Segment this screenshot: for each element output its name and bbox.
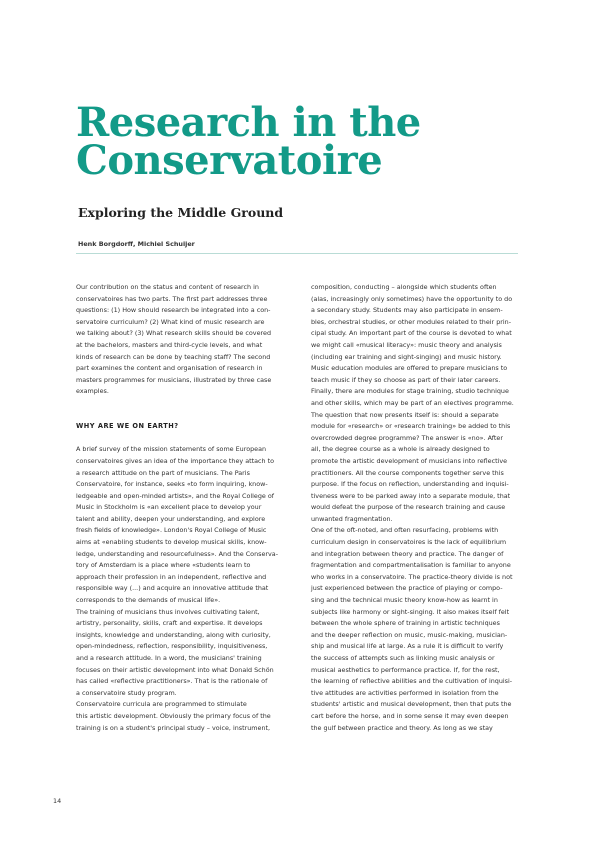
text-line: approach their profession in an independent, reflective and: [76, 572, 267, 581]
text-line: and integration between theory and practice. The danger of: [311, 549, 504, 558]
text-line: and other skills, which may be part of an electives programme.: [311, 398, 514, 407]
paragraph-gap: [76, 398, 288, 410]
text-line: a conservatoire study program.: [76, 688, 177, 697]
article-subtitle: Exploring the Middle Ground: [78, 205, 284, 220]
section-heading: WHY ARE WE ON EARTH?: [76, 422, 179, 431]
text-line: ledge, understanding and resourcefulness». And the Conserva-: [76, 549, 279, 558]
text-line: students' artistic and musical development, then that puts the: [311, 700, 512, 709]
header-divider: [76, 253, 518, 254]
text-line: composition, conducting – alongside which students often: [311, 283, 497, 291]
text-line: the gulf between practice and theory. As long as we stay: [311, 723, 493, 732]
text-line: One of the oft-noted, and often resurfacing, problems with: [311, 526, 499, 535]
text-line: a research attitude on the part of musicians. The Paris: [76, 468, 250, 477]
text-line: and a research attitude. In a word, the musicians' training: [76, 654, 262, 662]
text-line: Conservatoire curricula are programmed to stimulate: [76, 700, 247, 709]
text-line: servatoire curriculum? (2) What kind of music research are: [76, 317, 265, 326]
text-line: the learning of reflective abilities and the cultivation of inquisi-: [311, 677, 513, 686]
text-line: we might call «musical literacy»: music theory and analysis: [311, 340, 502, 349]
text-line: would defeat the purpose of the research training and cause: [311, 503, 506, 512]
body-text: [311, 282, 523, 734]
text-line: The training of musicians thus involves cultivating talent,: [76, 607, 260, 616]
text-line: Conservatoire, for instance, seeks «to form inquiring, know-: [76, 480, 268, 489]
text-line: conservatoires has two parts. The first part addresses three: [76, 294, 268, 303]
text-line: examples.: [76, 387, 109, 396]
text-line: cipal study. An important part of the course is devoted to what: [311, 329, 512, 338]
text-line: insights, knowledge and understanding, along with curiosity,: [76, 630, 271, 639]
text-line: talent and ability, deepen your understanding, and explore: [76, 514, 266, 523]
text-line: curriculum design in conservatoires is the lack of equilibrium: [311, 538, 507, 547]
text-line: open-mindedness, reflection, responsibility, inquisitiveness,: [76, 642, 268, 651]
text-line: just experienced between the practice of playing or compo-: [311, 584, 503, 593]
page-number: 14: [53, 797, 62, 805]
text-line: focuses on their artistic development into what Donald Schön: [76, 665, 274, 674]
text-line: A brief survey of the mission statements of some European: [76, 445, 267, 454]
text-line: Music education modules are offered to prepare musicians to: [311, 364, 508, 373]
text-line: and the deeper reflection on music, music-making, musician-: [311, 630, 508, 639]
text-line: promote the artistic development of musicians into reflective: [311, 456, 508, 465]
text-line: subjects like harmony or sight-singing. It also makes itself felt: [311, 607, 510, 616]
text-line: training is on a student's principal study – voice, instrument,: [76, 723, 271, 732]
text-line: part examines the content and organisation of research in: [76, 364, 263, 373]
text-line: tive attitudes are activities performed in isolation from the: [311, 688, 499, 697]
text-line: aims at «enabling students to develop musical skills, know-: [76, 538, 267, 547]
text-line: a secondary study. Students may also participate in ensem-: [311, 306, 503, 315]
text-line: who works in a conservatoire. The practice-theory divide is not: [311, 572, 513, 581]
text-line: we talking about? (3) What research skills should be covered: [76, 329, 272, 338]
text-line: sing and the technical music theory know-how as learnt in: [311, 596, 498, 605]
text-line: responsible way (...) and acquire an innovative attitude that: [76, 584, 269, 593]
text-line: unwanted fragmentation.: [311, 514, 393, 523]
text-line: has called «reflective practitioners». That is the rationale of: [76, 677, 268, 686]
text-line: teach music if they so choose as part of their later careers.: [311, 375, 501, 384]
text-line: Our contribution on the status and content of research in: [76, 283, 259, 291]
article-title: Research in the Conservatoire: [76, 99, 421, 184]
paragraph-gap: [76, 433, 288, 445]
text-line: ship and musical life at large. As a rule it is difficult to verify: [311, 642, 504, 651]
text-line: all, the degree course as a whole is already designed to: [311, 445, 490, 454]
text-line: at the bachelors, masters and third-cycle levels, and what: [76, 340, 263, 349]
text-line: tiveness were to be parked away into a separate module, that: [311, 491, 511, 500]
text-line: this artistic development. Obviously the primary focus of the: [76, 711, 271, 720]
text-line: musical aesthetics to performance practice. If, for the rest,: [311, 665, 500, 674]
text-line: tory of Amsterdam is a place where «students learn to: [76, 561, 251, 570]
text-line: corresponds to the demands of musical life».: [76, 596, 221, 605]
text-line: questions: (1) How should research be integrated into a con-: [76, 306, 271, 315]
text-line: cart before the horse, and in some sense it may even deepen: [311, 711, 509, 720]
article-authors: Henk Borgdorff, Michiel Schuijer: [78, 240, 195, 248]
text-line: (including ear training and sight-singing) and music history.: [311, 352, 502, 361]
text-line: Music in Stockholm is «an excellent place to develop your: [76, 503, 262, 512]
text-line: ledgeable and open-minded artists», and the Royal College of: [76, 491, 275, 500]
text-line: the success of attempts such as linking music analysis or: [311, 654, 495, 662]
text-line: Finally, there are modules for stage training, studio technique: [311, 387, 509, 396]
text-line: artistry, personality, skills, craft and expertise. It develops: [76, 619, 263, 628]
intro-paragraph: [76, 282, 288, 398]
text-line: overcrowded degree programme? The answer is «no». After: [311, 433, 503, 442]
text-line: (alas, increasingly only sometimes) have the opportunity to do: [311, 294, 513, 303]
text-line: masters programmes for musicians, illustrated by three case: [76, 375, 272, 384]
right-column: [311, 282, 523, 734]
text-line: fresh fields of knowledge». London's Royal College of Music: [76, 526, 267, 535]
text-line: The question that now presents itself is: should a separate: [311, 410, 499, 419]
paragraph-gap: [76, 410, 288, 422]
text-line: kinds of research can be done by teaching staff? The second: [76, 352, 271, 361]
text-line: conservatoires gives an idea of the importance they attach to: [76, 456, 275, 465]
text-line: purpose. If the focus on reflection, understanding and inquisi-: [311, 480, 509, 489]
text-line: module for «research» or «research training» be added to this: [311, 422, 511, 431]
text-line: fragmentation and compartmentalisation is familiar to anyone: [311, 561, 511, 570]
left-column: [76, 282, 288, 734]
text-line: bles, orchestral studies, or other modules related to their prin-: [311, 317, 512, 326]
body-text: [76, 444, 288, 734]
text-line: practitioners. All the course components together serve this: [311, 468, 504, 477]
text-line: between the whole sphere of training in artistic techniques: [311, 619, 500, 628]
